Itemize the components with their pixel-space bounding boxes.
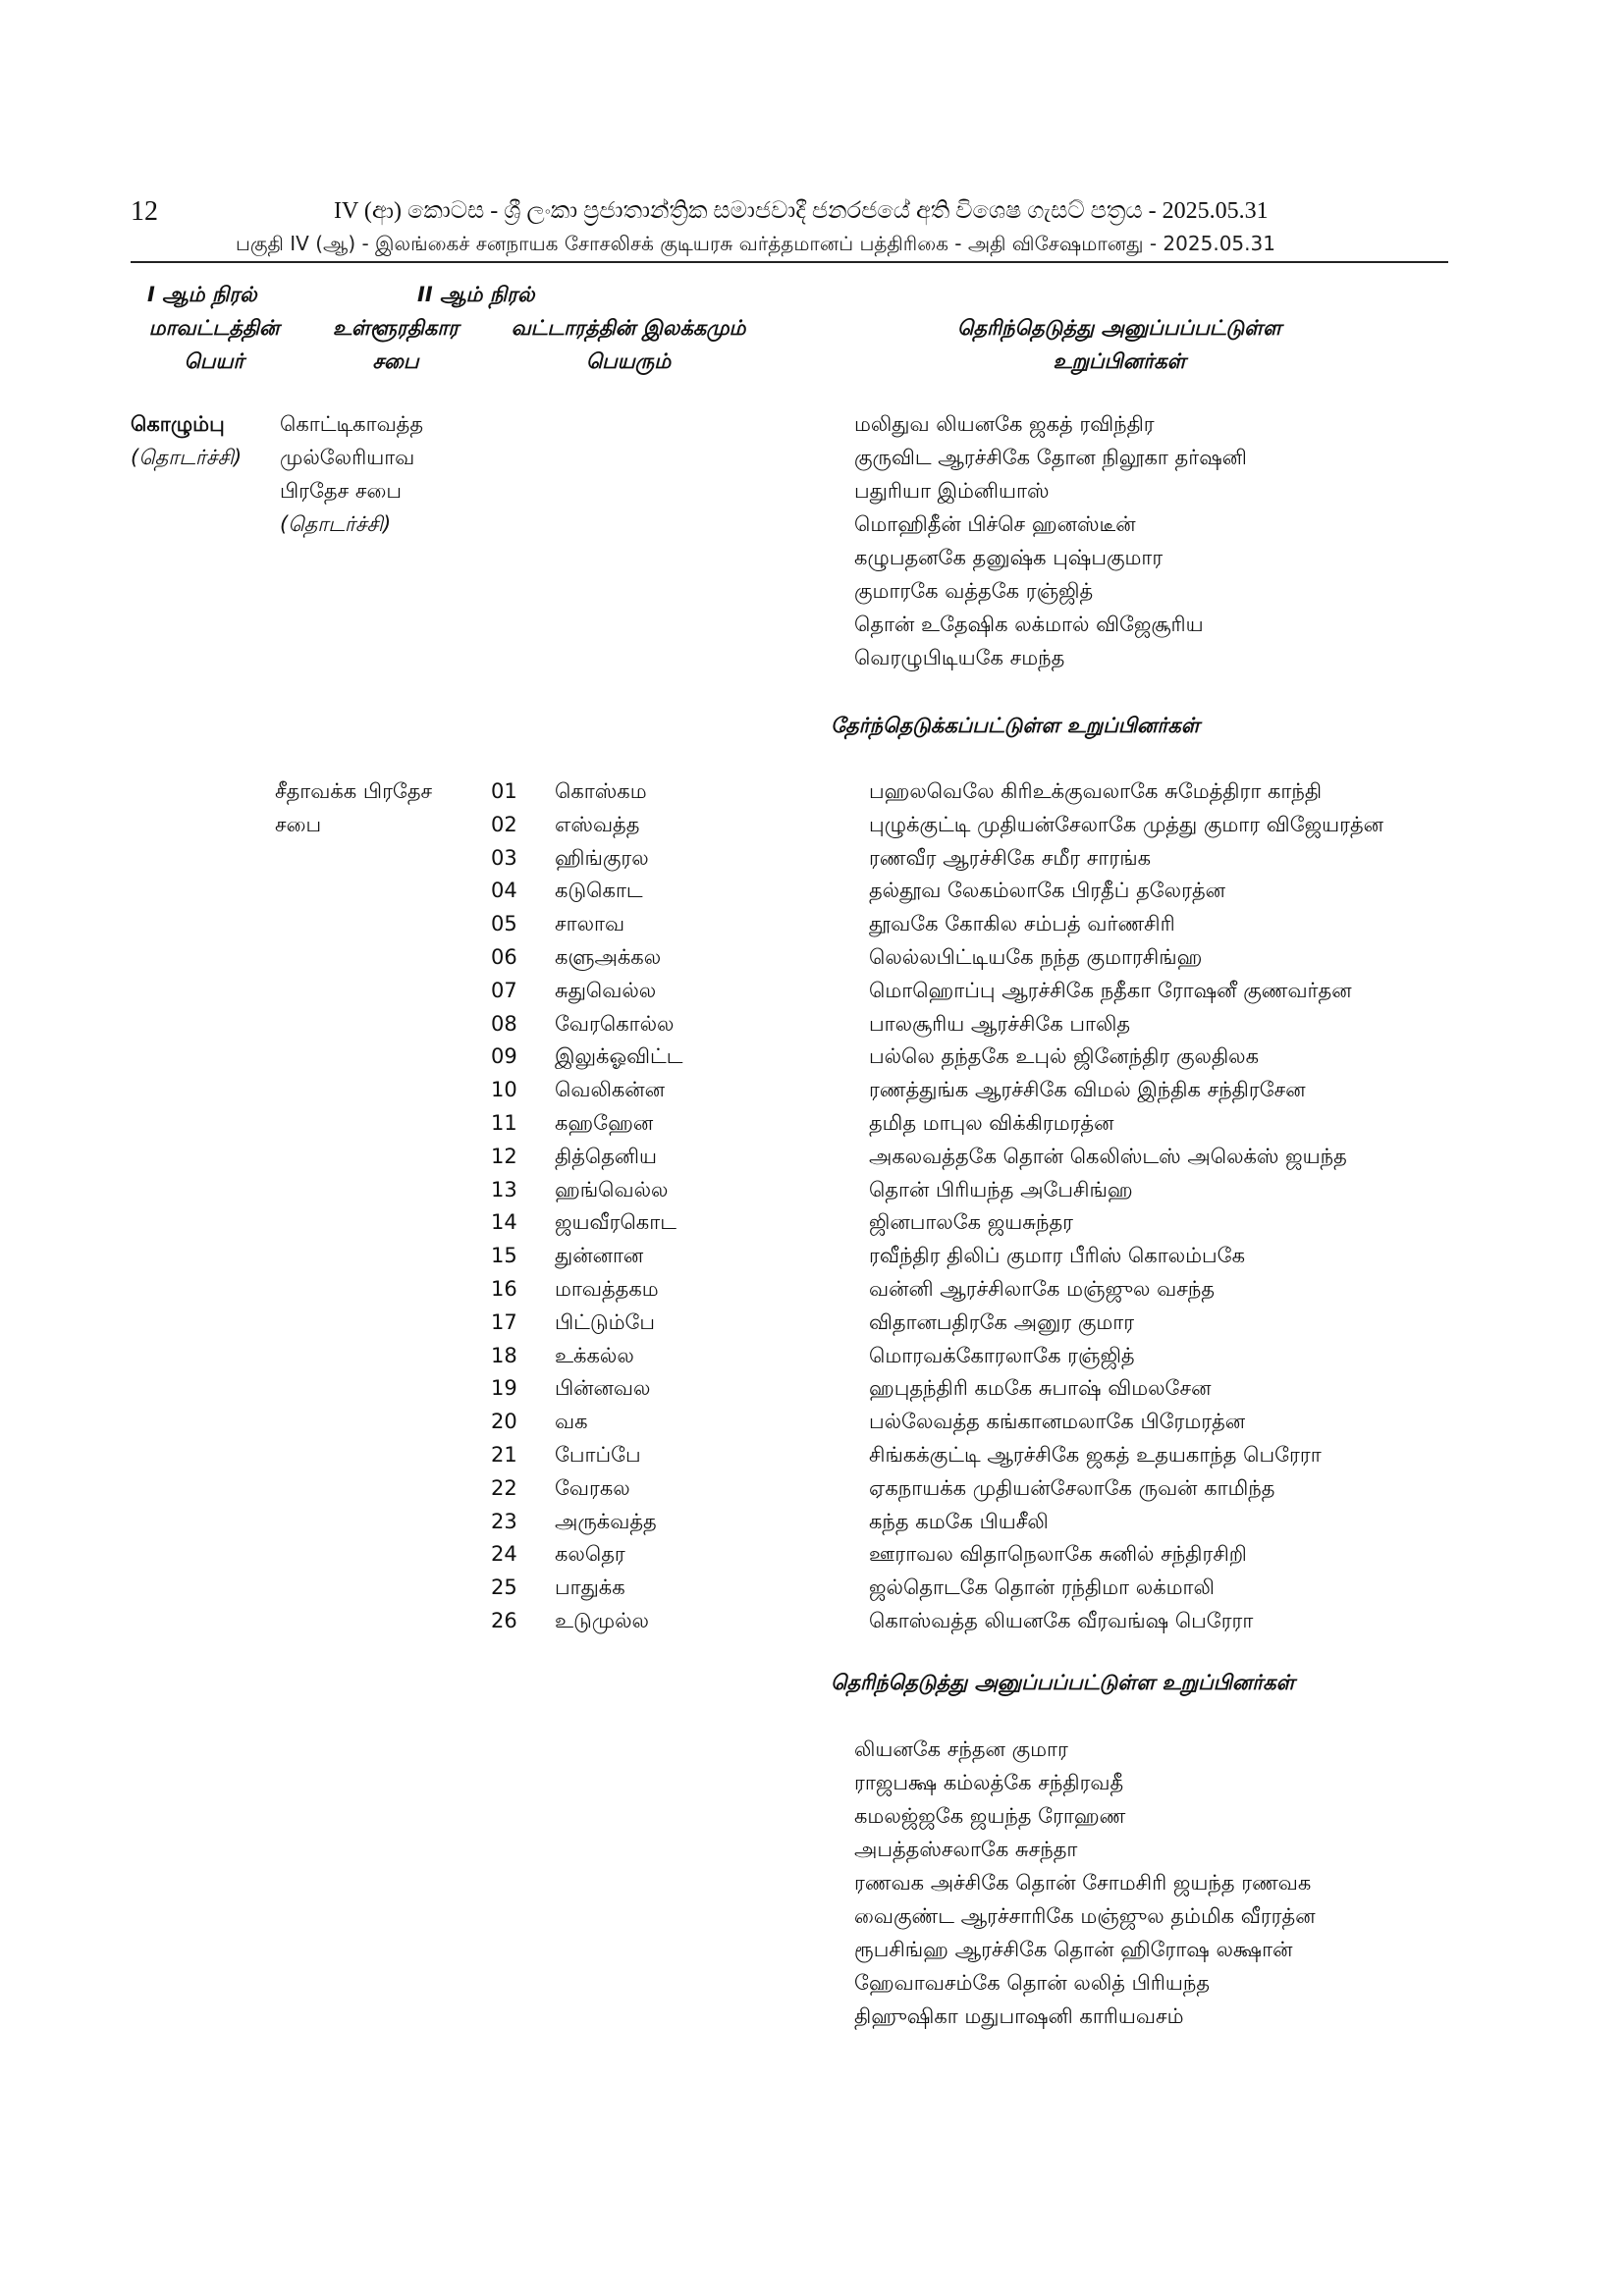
council-name-line2: சபை: [275, 813, 322, 836]
member-name: வைகுண்ட ஆரச்சாரிகே மஞ்ஜுல தம்மிக வீரரத்ன: [854, 1904, 1316, 1928]
member-name: ஊராவல விதாநெலாகே சுனில் சந்திரசிறி: [869, 1542, 1247, 1567]
member-name: தமித மாபுல விக்கிரமரத்ன: [869, 1111, 1114, 1135]
district-continued: (தொடர்ச்சி): [131, 446, 243, 469]
member-name: குமாரகே வத்தகே ரஞ்ஜித்: [854, 579, 1094, 603]
header-title-tamil: பகுதி IV (ஆ) - இலங்கைச் சனநாயக சோசலிசக் குடியரசு வர்த்தமானப் பத்திரிகை - அதி விசேஷமானது - 2025.05.31: [236, 232, 1275, 255]
ward-name: போப்பே: [555, 1443, 641, 1467]
council-line: (தொடர்ச்சி): [280, 512, 392, 536]
ward-number: 08: [491, 1011, 517, 1036]
col4-heading-line1: தெரிந்தெடுத்து அனுப்பப்பட்டுள்ள: [956, 316, 1282, 340]
member-name: புழுக்குட்டி முதியன்சேலாகே முத்து குமார விஜேயரத்ன: [869, 812, 1384, 836]
col2-heading-line1: உள்ளூரதிகார: [332, 316, 460, 340]
ward-number: 03: [491, 845, 517, 870]
ward-number: 12: [491, 1144, 517, 1168]
col1-number: I ஆம் நிரல்: [147, 283, 257, 306]
member-name: ராஜபக்ஷ கம்லத்கே சந்திரவதீ: [854, 1771, 1124, 1794]
ward-number: 22: [491, 1475, 517, 1500]
member-name: பல்லேவத்த கங்கானமலாகே பிரேமரத்ன: [869, 1410, 1246, 1434]
district-name: கொழும்பு: [131, 412, 225, 436]
ward-number: 10: [491, 1078, 517, 1102]
ward-name: வேரகல: [555, 1475, 630, 1500]
member-name: பதுரியா இம்னியாஸ்: [854, 479, 1050, 503]
ward-number: 06: [491, 945, 517, 969]
member-name: கமலஜ்ஜகே ஜயந்த ரோஹண: [854, 1804, 1126, 1828]
member-name: பாலசூரிய ஆரச்சிகே பாலித: [869, 1011, 1131, 1036]
ward-number: 17: [491, 1309, 517, 1334]
member-name: ஏகநாயக்க முதியன்சேலாகே ருவன் காமிந்த: [869, 1475, 1275, 1500]
ward-name: பின்னவல: [555, 1376, 651, 1401]
member-name: கழுபதனகே தனுஷ்க புஷ்பகுமார: [854, 546, 1164, 569]
ward-name: உக்கல்ல: [555, 1343, 634, 1367]
member-name: அகலவத்தகே தொன் கெலிஸ்டஸ் அலெக்ஸ் ஜயந்த: [869, 1144, 1347, 1168]
member-name: ரணவீர ஆரச்சிகே சமீர சாரங்க: [869, 845, 1152, 870]
ward-name: வெலிகன்ன: [555, 1078, 665, 1102]
member-name: ஹபுதந்திரி கமகே சுபாஷ் விமலசேன: [869, 1376, 1212, 1401]
member-name: லியனகே சந்தன குமார: [854, 1737, 1068, 1761]
ward-number: 05: [491, 912, 517, 936]
member-name: மொஹொப்பு ஆரச்சிகே நதீகா ரோஷனீ குணவர்தன: [869, 978, 1352, 1002]
ward-number: 13: [491, 1177, 517, 1201]
ward-name: எஸ்வத்த: [555, 812, 640, 836]
header-rule: [131, 261, 1448, 263]
member-name: விதானபதிரகே அனுர குமார: [869, 1309, 1135, 1334]
ward-name: பிட்டும்பே: [555, 1309, 656, 1334]
ward-number: 04: [491, 879, 517, 903]
member-name: அபத்தஸ்சலாகே சுசந்தா: [854, 1838, 1078, 1861]
ward-number: 23: [491, 1509, 517, 1533]
ward-name: கொஸ்கம: [555, 779, 647, 803]
col1-heading-line2: பெயர்: [184, 349, 244, 373]
ward-name: அருக்வத்த: [555, 1509, 657, 1533]
col3-heading-line2: பெயரும்: [585, 349, 672, 373]
ward-number: 20: [491, 1410, 517, 1434]
council-line: முல்லேரியாவ: [280, 446, 415, 469]
ward-name: ஜயவீரகொட: [555, 1210, 677, 1235]
ward-number: 21: [491, 1443, 517, 1467]
ward-number: 24: [491, 1542, 517, 1567]
member-name: ஜல்தொடகே தொன் ரந்திமா லக்மாலி: [869, 1575, 1215, 1600]
member-name: ஜினபாலகே ஜயசுந்தர: [869, 1210, 1073, 1235]
member-name: வன்னி ஆரச்சிலாகே மஞ்ஜுல வசந்த: [869, 1277, 1216, 1301]
ward-name: பாதுக்க: [555, 1575, 625, 1600]
member-name: கந்த கமகே பியசீலி: [869, 1509, 1049, 1533]
ward-number: 19: [491, 1376, 517, 1401]
ward-name: சுதுவெல்ல: [555, 978, 657, 1002]
ward-name: ஹங்வெல்ல: [555, 1177, 669, 1201]
col3-heading-line1: வட்டாரத்தின் இலக்கமும்: [511, 316, 746, 340]
ward-number: 02: [491, 812, 517, 836]
member-name: திஹுஷிகா மதுபாஷனி காரியவசம்: [854, 2004, 1184, 2028]
ward-name: கஹஹேன: [555, 1111, 654, 1135]
ward-name: ஹிங்குரல: [555, 845, 649, 870]
ward-name: துன்னான: [555, 1244, 644, 1268]
member-name: வெரழுபிடியகே சமந்த: [854, 646, 1065, 669]
col1-heading-line1: மாவட்டத்தின்: [148, 316, 280, 340]
member-name: பஹலவெலே கிரிஉக்குவலாகே சுமேத்திரா காந்தி: [869, 779, 1323, 803]
member-name: ரூபசிங்ஹ ஆரச்சிகே தொன் ஹிரோஷ லக்ஷான்: [854, 1938, 1293, 1961]
ward-number: 01: [491, 779, 517, 803]
ward-name: தித்தெனிய: [555, 1144, 658, 1168]
member-name: மொரவக்கோரலாகே ரஞ்ஜித்: [869, 1343, 1135, 1367]
ward-name: கடுகொட: [555, 879, 643, 903]
ward-name: கலதெர: [555, 1542, 625, 1567]
member-name: தூவகே கோகில சம்பத் வர்ணசிரி: [869, 912, 1175, 936]
col2-heading-line2: சபை: [372, 349, 419, 373]
member-name: லெல்லபிட்டியகே நந்த குமாரசிங்ஹ: [869, 945, 1203, 969]
member-name: பல்லெ தந்தகே உபுல் ஜினேந்திர குலதிலக: [869, 1044, 1260, 1069]
ward-name: சாலாவ: [555, 912, 625, 936]
member-name: மலிதுவ லியனகே ஜகத் ரவிந்திர: [854, 412, 1155, 436]
col2-number: II ஆம் நிரல்: [417, 283, 535, 306]
ward-name: மாவத்தகம: [555, 1277, 659, 1301]
ward-name: இலுக்ஓவிட்ட: [555, 1044, 683, 1069]
member-name: கொஸ்வத்த லியனகே வீரவங்ஷ பெரேரா: [869, 1609, 1254, 1632]
member-name: சிங்கக்குட்டி ஆரச்சிகே ஜகத் உதயகாந்த பெரேரா: [869, 1443, 1322, 1467]
ward-name: வேரகொல்ல: [555, 1011, 675, 1036]
ward-name: உடுமுல்ல: [555, 1609, 649, 1632]
ward-number: 25: [491, 1575, 517, 1600]
council-line: கொட்டிகாவத்த: [280, 412, 424, 436]
ward-number: 18: [491, 1343, 517, 1367]
council-line: பிரதேச சபை: [280, 479, 403, 503]
nominated-members-heading: தெரிந்தெடுத்து அனுப்பப்பட்டுள்ள உறுப்பினர்கள்: [831, 1671, 1295, 1694]
member-name: தொன் பிரியந்த அபேசிங்ஹ: [869, 1177, 1133, 1201]
page-number: 12: [131, 196, 158, 227]
ward-number: 09: [491, 1044, 517, 1069]
ward-name: வக: [555, 1410, 588, 1434]
ward-number: 07: [491, 978, 517, 1002]
ward-number: 16: [491, 1277, 517, 1301]
ward-number: 14: [491, 1210, 517, 1235]
ward-number: 15: [491, 1244, 517, 1268]
member-name: மொஹிதீன் பிச்செ ஹனஸ்டீன்: [854, 512, 1136, 536]
ward-number: 26: [491, 1609, 517, 1632]
col4-heading-line2: உறுப்பினர்கள்: [1053, 349, 1186, 373]
member-name: ரணத்துங்க ஆரச்சிகே விமல் இந்திக சந்திரசேன: [869, 1078, 1306, 1102]
ward-number: 11: [491, 1111, 517, 1135]
ward-name: களுஅக்கல: [555, 945, 662, 969]
member-name: தல்தூவ லேகம்லாகே பிரதீப் தலேரத்ன: [869, 879, 1225, 903]
member-name: ஹேவாவசம்கே தொன் லலித் பிரியந்த: [854, 1971, 1210, 1995]
member-name: குருவிட ஆரச்சிகே தோன நிலூகா தர்ஷனி: [854, 446, 1247, 469]
member-name: ரவீந்திர திலிப் குமார பீரிஸ் கொலம்பகே: [869, 1244, 1246, 1268]
header-title-sinhala: IV (ආ) කොටස - ශ්‍රී ලංකා ප්‍රජාතාන්ත්‍රික සමාජවාදී ජනරජයේ අති විශෙෂ ගැසට් පත්‍රය - 2025.05.31: [334, 198, 1269, 224]
member-name: தொன் உதேஷிக லக்மால் விஜேசூரிய: [854, 613, 1204, 636]
member-name: ரணவக அச்சிகே தொன் சோமசிரி ஜயந்த ரணவக: [854, 1871, 1312, 1895]
elected-members-heading: தேர்ந்தெடுக்கப்பட்டுள்ள உறுப்பினர்கள்: [831, 714, 1200, 737]
council-name-line1: சீதாவக்க பிரதேச: [275, 779, 433, 803]
